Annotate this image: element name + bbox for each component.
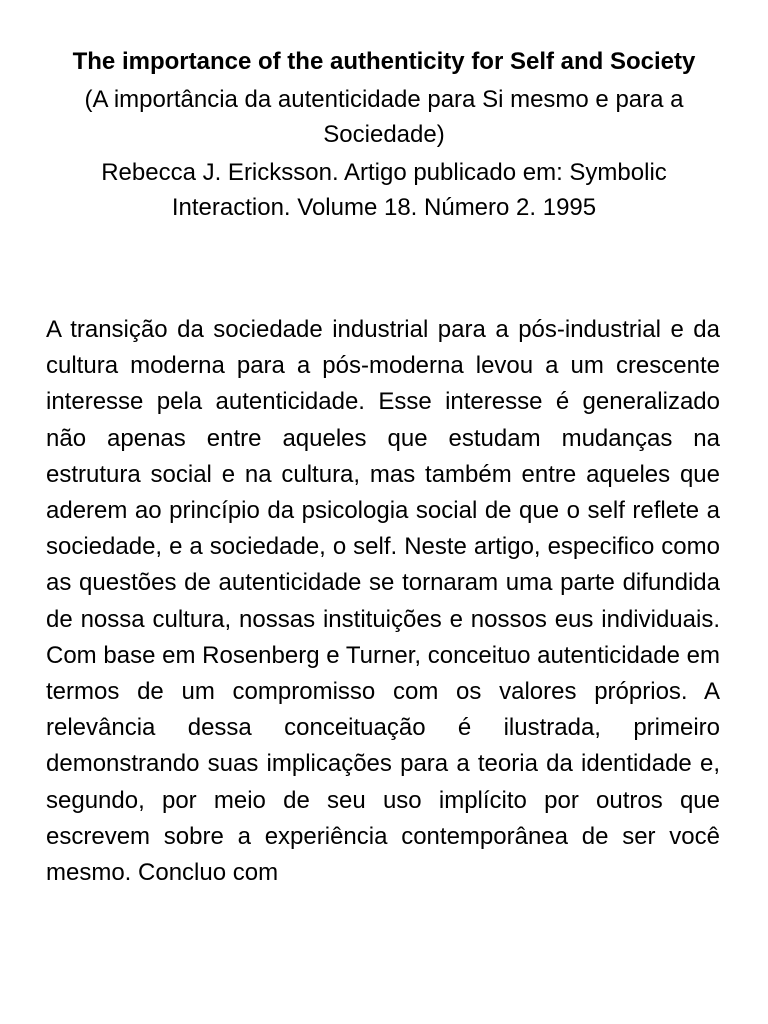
document-citation: Rebecca J. Ericksson. Artigo publicado em: Symbolic Interaction. Volume 18. Número 2. 1995	[101, 159, 667, 221]
document-subtitle: (A importância da autenticidade para Si mesmo e para a Sociedade)	[84, 86, 684, 148]
body-paragraph: A transição da sociedade industrial para a pós-industrial e da cultura moderna para a pós-moderna levou a um crescente interesse pela autenticidade. Esse interesse é generalizado não apenas entre aqueles que estudam mudanças na estrutura social e na cultura, mas também entre aqueles que aderem ao princípio da psicologia social de que o self reflete a sociedade, e a sociedade, o self. Neste artigo, especifico como as questões de autenticidade se tornaram uma parte difundida de nossa cultura, nossas instituições e nossos eus individuais. Com base em Rosenberg e Turner, conceituo autenticidade em termos de um compromisso com os valores próprios. A relevância dessa conceituação é ilustrada, primeiro demonstrando suas implicações para a teoria da identidade e, segundo, por meio de seu uso implícito por outros que escrevem sobre a experiência contemporânea de ser você mesmo. Concluo com	[46, 316, 720, 887]
document-title: The importance of the authenticity for Self and Society	[72, 48, 696, 75]
document-header	[40, 44, 728, 225]
